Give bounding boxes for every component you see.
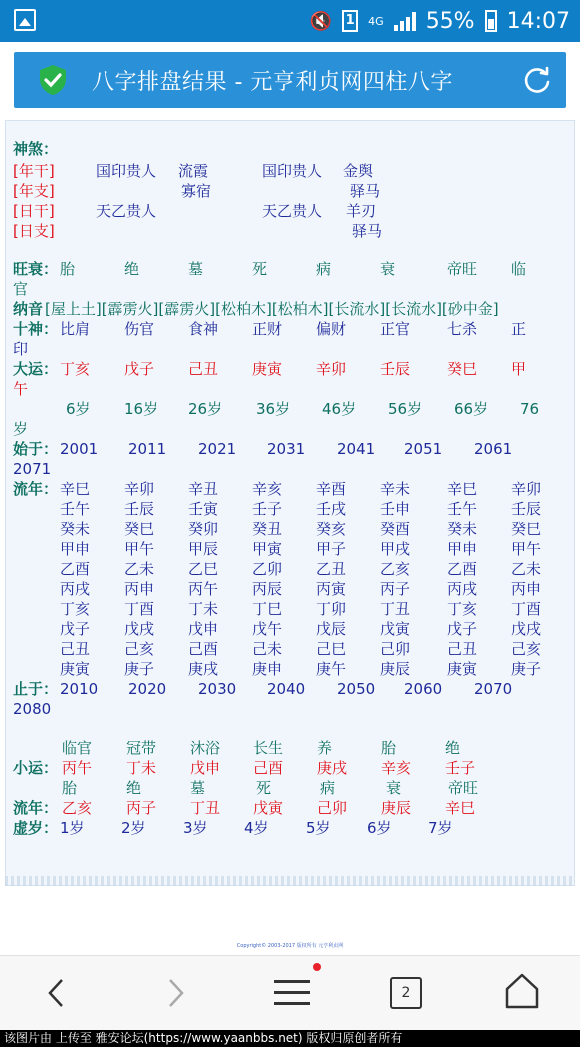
shishen-cell: 食神 <box>188 320 219 338</box>
dayun-cell: 甲 <box>511 360 527 378</box>
zhiyu-cell: 2070 <box>474 680 513 698</box>
liunian-cell: 己丑 <box>60 640 91 658</box>
shiyu-cell: 2061 <box>474 440 513 458</box>
xusui-label: 虚岁： <box>13 819 59 837</box>
back-icon[interactable] <box>42 978 72 1008</box>
liunian-cell: 丁酉 <box>124 600 155 618</box>
dayun-age-wrap: 岁 <box>13 420 29 438</box>
liunian-cell: 丙辰 <box>252 580 283 598</box>
shiyu-cell: 2031 <box>267 440 306 458</box>
liunian-cell: 癸未 <box>60 520 91 538</box>
liunian-cell: 癸巳 <box>124 520 155 538</box>
tabs-button[interactable]: 2 <box>390 977 422 1009</box>
liunian-cell: 壬申 <box>380 500 411 518</box>
dayun-cell: 己丑 <box>188 360 219 378</box>
liunian-cell: 戊申 <box>188 620 219 638</box>
xusui-cell: 2岁 <box>121 819 146 837</box>
liunian-cell: 壬子 <box>252 500 283 518</box>
xiaoyun-cell: 戊申 <box>190 759 221 777</box>
xiaoyun-top: 临官 <box>62 739 93 757</box>
liunian-cell: 己亥 <box>511 640 542 658</box>
liunian-cell: 庚戌 <box>188 660 219 678</box>
shensha-row-label: [年干] <box>13 162 55 180</box>
xiaoyun-cell: 壬子 <box>445 759 476 777</box>
liunian-cell: 己丑 <box>447 640 478 658</box>
shensha-cell: 驿马 <box>352 222 383 240</box>
xiaoyun-top: 养 <box>317 739 333 757</box>
liunian-cell: 辛卯 <box>511 480 542 498</box>
liunian-cell: 庚寅 <box>447 660 478 678</box>
xiaoyun-bottom: 病 <box>320 779 336 797</box>
shishen-cell: 比肩 <box>60 320 91 338</box>
xiaoyun-top: 长生 <box>253 739 284 757</box>
result-panel <box>5 120 575 886</box>
liunian-cell: 丁未 <box>188 600 219 618</box>
xusui-cell: 6岁 <box>367 819 392 837</box>
wangshuai-cell: 胎 <box>60 260 76 278</box>
xiaoyun-cell: 庚戌 <box>317 759 348 777</box>
liunian-cell: 甲寅 <box>252 540 283 558</box>
refresh-icon[interactable] <box>522 65 552 95</box>
liunian-cell: 辛酉 <box>316 480 347 498</box>
liunian2-cell: 辛巳 <box>445 799 476 817</box>
liunian-cell: 辛亥 <box>252 480 283 498</box>
xiaoyun-cell: 己酉 <box>253 759 284 777</box>
xiaoyun-cell: 丁未 <box>126 759 157 777</box>
zhiyu-cell: 2050 <box>337 680 376 698</box>
shiyu-cell: 2051 <box>404 440 443 458</box>
shishen-cell: 七杀 <box>447 320 478 338</box>
mute-icon: 🔇 <box>309 10 333 32</box>
zhiyu-wrap: 2080 <box>13 700 52 718</box>
shishen-cell: 偏财 <box>316 320 347 338</box>
liunian-cell: 戊午 <box>252 620 283 638</box>
liunian-cell: 甲申 <box>447 540 478 558</box>
xiaoyun-cell: 辛亥 <box>381 759 412 777</box>
shiyu-cell: 2001 <box>60 440 99 458</box>
shensha-cell: 羊刃 <box>346 202 377 220</box>
liunian-cell: 癸卯 <box>188 520 219 538</box>
liunian2-cell: 丁丑 <box>190 799 221 817</box>
liunian-cell: 庚午 <box>316 660 347 678</box>
xiaoyun-top: 胎 <box>381 739 397 757</box>
home-icon[interactable] <box>504 972 540 1010</box>
wangshuai-cell: 临 <box>511 260 527 278</box>
liunian-cell: 乙亥 <box>380 560 411 578</box>
liunian-cell: 庚子 <box>511 660 542 678</box>
liunian-cell: 己卯 <box>380 640 411 658</box>
liunian-cell: 丙戌 <box>60 580 91 598</box>
liunian-cell: 丙申 <box>511 580 542 598</box>
liunian2-label: 流年： <box>13 799 59 817</box>
shiyu-cell: 2011 <box>128 440 167 458</box>
liunian-cell: 丙子 <box>380 580 411 598</box>
liunian-cell: 丁亥 <box>447 600 478 618</box>
shensha-row-label: [日支] <box>13 222 55 240</box>
browser-title-bar <box>14 52 566 108</box>
xusui-cell: 4岁 <box>244 819 269 837</box>
dayun-age: 26岁 <box>188 400 223 418</box>
liunian-cell: 乙巳 <box>188 560 219 578</box>
forward-icon[interactable] <box>160 978 190 1008</box>
dayun-age: 56岁 <box>388 400 423 418</box>
liunian-cell: 戊子 <box>447 620 478 638</box>
liunian-label: 流年： <box>13 480 59 498</box>
liunian-cell: 辛卯 <box>124 480 155 498</box>
liunian-cell: 乙卯 <box>252 560 283 578</box>
liunian-cell: 癸亥 <box>316 520 347 538</box>
dayun-cell: 癸巳 <box>447 360 478 378</box>
shensha-cell: 天乙贵人 <box>262 202 323 220</box>
liunian-cell: 丙申 <box>124 580 155 598</box>
liunian-cell: 戊辰 <box>316 620 347 638</box>
wangshuai-label: 旺衰： <box>13 260 59 278</box>
wangshuai-cell: 墓 <box>188 260 204 278</box>
xusui-cell: 3岁 <box>183 819 208 837</box>
zhiyu-cell: 2040 <box>267 680 306 698</box>
liunian-cell: 己巳 <box>316 640 347 658</box>
liunian-cell: 甲午 <box>124 540 155 558</box>
signal-icon <box>394 11 416 31</box>
liunian-cell: 丁酉 <box>511 600 542 618</box>
liunian-cell: 庚子 <box>124 660 155 678</box>
liunian2-cell: 己卯 <box>317 799 348 817</box>
browser-nav-bar <box>0 955 580 1030</box>
wangshuai-cell: 绝 <box>124 260 140 278</box>
xiaoyun-top: 冠带 <box>126 739 157 757</box>
liunian-cell: 乙酉 <box>60 560 91 578</box>
wangshuai-cell: 死 <box>252 260 268 278</box>
dayun-age: 6岁 <box>66 400 91 418</box>
xusui-cell: 5岁 <box>306 819 331 837</box>
liunian-cell: 壬辰 <box>124 500 155 518</box>
zhiyu-label: 止于： <box>13 680 59 698</box>
liunian-cell: 乙丑 <box>316 560 347 578</box>
liunian2-cell: 乙亥 <box>62 799 93 817</box>
liunian-cell: 己亥 <box>124 640 155 658</box>
network-type: 4G <box>368 14 384 28</box>
shensha-row-label: [日干] <box>13 202 55 220</box>
liunian-cell: 甲子 <box>316 540 347 558</box>
dayun-age: 76 <box>520 400 540 418</box>
wangshuai-cell: 病 <box>316 260 332 278</box>
notification-dot <box>313 963 321 971</box>
nayin-label: 纳音 <box>13 300 44 318</box>
liunian-cell: 丁卯 <box>316 600 347 618</box>
wangshuai-cell: 衰 <box>380 260 396 278</box>
zhiyu-cell: 2030 <box>198 680 237 698</box>
liunian-cell: 癸巳 <box>511 520 542 538</box>
shiyu-wrap: 2071 <box>13 460 52 478</box>
liunian-cell: 辛未 <box>380 480 411 498</box>
liunian-cell: 庚辰 <box>380 660 411 678</box>
wangshuai-wrap: 官 <box>13 280 29 298</box>
nayin-value: [屋上土][霹雳火][霹雳火][松柏木][松柏木][长流水][长流水][砂中金] <box>45 300 499 318</box>
zhiyu-cell: 2060 <box>404 680 443 698</box>
liunian-cell: 癸丑 <box>252 520 283 538</box>
liunian-cell: 甲戌 <box>380 540 411 558</box>
shensha-cell: 金舆 <box>343 162 374 180</box>
liunian-cell: 戊子 <box>60 620 91 638</box>
shishen-cell: 正财 <box>252 320 283 338</box>
shiyu-cell: 2021 <box>198 440 237 458</box>
image-caption: 该图片由 上传至 雅安论坛(https://www.yaanbbs.net) 版权归原创者所有 <box>0 1030 580 1047</box>
liunian-cell: 丙午 <box>188 580 219 598</box>
shishen-cell: 正官 <box>380 320 411 338</box>
liunian-cell: 壬戌 <box>316 500 347 518</box>
liunian-cell: 庚申 <box>252 660 283 678</box>
xusui-cell: 1岁 <box>60 819 85 837</box>
shensha-cell: 寡宿 <box>181 182 212 200</box>
menu-icon[interactable] <box>274 976 310 1010</box>
zhiyu-cell: 2020 <box>128 680 167 698</box>
liunian-cell: 甲申 <box>60 540 91 558</box>
liunian-cell: 丁丑 <box>380 600 411 618</box>
shishen-wrap: 印 <box>13 340 29 358</box>
liunian-cell: 壬寅 <box>188 500 219 518</box>
security-shield-icon <box>38 64 68 96</box>
shensha-row-label: [年支] <box>13 182 55 200</box>
liunian2-cell: 丙子 <box>126 799 157 817</box>
dayun-age: 36岁 <box>256 400 291 418</box>
xiaoyun-bottom: 胎 <box>62 779 78 797</box>
xiaoyun-bottom: 死 <box>256 779 272 797</box>
liunian-cell: 己未 <box>252 640 283 658</box>
battery-icon <box>485 10 497 32</box>
xiaoyun-label: 小运： <box>13 759 59 777</box>
liunian-cell: 乙酉 <box>447 560 478 578</box>
dayun-cell: 庚寅 <box>252 360 283 378</box>
shensha-cell: 国印贵人 <box>96 162 157 180</box>
liunian2-cell: 庚辰 <box>381 799 412 817</box>
battery-percent: 55% <box>425 8 475 34</box>
shiyu-label: 始于： <box>13 440 59 458</box>
liunian-cell: 辛丑 <box>188 480 219 498</box>
liunian-cell: 癸酉 <box>380 520 411 538</box>
liunian-cell: 壬午 <box>60 500 91 518</box>
xiaoyun-top: 沐浴 <box>190 739 221 757</box>
liunian-cell: 乙未 <box>511 560 542 578</box>
xiaoyun-top: 绝 <box>445 739 461 757</box>
shensha-cell: 国印贵人 <box>262 162 323 180</box>
shishen-label: 十神： <box>13 320 59 338</box>
wangshuai-cell: 帝旺 <box>447 260 478 278</box>
dayun-cell: 丁亥 <box>60 360 91 378</box>
liunian-cell: 壬辰 <box>511 500 542 518</box>
sim-icon: 1 <box>342 10 358 32</box>
liunian-cell: 己酉 <box>188 640 219 658</box>
panel-border-decoration <box>5 876 575 886</box>
liunian-cell: 戊戌 <box>124 620 155 638</box>
liunian-cell: 丙戌 <box>447 580 478 598</box>
liunian-cell: 丁巳 <box>252 600 283 618</box>
xiaoyun-bottom: 帝旺 <box>448 779 479 797</box>
liunian-cell: 癸未 <box>447 520 478 538</box>
dayun-age: 16岁 <box>124 400 159 418</box>
liunian-cell: 辛巳 <box>447 480 478 498</box>
xiaoyun-bottom: 绝 <box>126 779 142 797</box>
shensha-cell: 流霞 <box>178 162 209 180</box>
liunian-cell: 甲午 <box>511 540 542 558</box>
liunian-cell: 丁亥 <box>60 600 91 618</box>
dayun-label: 大运： <box>13 360 59 378</box>
dayun-cell: 壬辰 <box>380 360 411 378</box>
liunian-cell: 丙寅 <box>316 580 347 598</box>
shensha-cell: 天乙贵人 <box>96 202 157 220</box>
liunian2-cell: 戊寅 <box>253 799 284 817</box>
shishen-cell: 正 <box>511 320 527 338</box>
liunian-cell: 辛巳 <box>60 480 91 498</box>
liunian-cell: 壬午 <box>447 500 478 518</box>
dayun-cell: 辛卯 <box>316 360 347 378</box>
shishen-cell: 伤官 <box>124 320 155 338</box>
clock: 14:07 <box>506 8 570 34</box>
xiaoyun-bottom: 墓 <box>190 779 206 797</box>
gallery-icon <box>14 9 36 31</box>
copyright-text: Copyright© 2003-2017 版权所有 元亨利贞网 <box>236 943 344 949</box>
shensha-title: 神煞： <box>13 140 59 158</box>
xiaoyun-cell: 丙午 <box>62 759 93 777</box>
shiyu-cell: 2041 <box>337 440 376 458</box>
dayun-age: 46岁 <box>322 400 357 418</box>
dayun-cell: 戊子 <box>124 360 155 378</box>
liunian-cell: 庚寅 <box>60 660 91 678</box>
xusui-cell: 7岁 <box>428 819 453 837</box>
shensha-cell: 驿马 <box>350 182 381 200</box>
liunian-cell: 甲辰 <box>188 540 219 558</box>
dayun-age: 66岁 <box>454 400 489 418</box>
status-bar <box>0 0 580 42</box>
xiaoyun-bottom: 衰 <box>386 779 402 797</box>
dayun-wrap: 午 <box>13 380 29 398</box>
zhiyu-cell: 2010 <box>60 680 99 698</box>
liunian-cell: 戊寅 <box>380 620 411 638</box>
liunian-cell: 戊戌 <box>511 620 542 638</box>
page-title: 八字排盘结果 - 元亨利贞网四柱八字 <box>92 70 453 95</box>
liunian-cell: 乙未 <box>124 560 155 578</box>
